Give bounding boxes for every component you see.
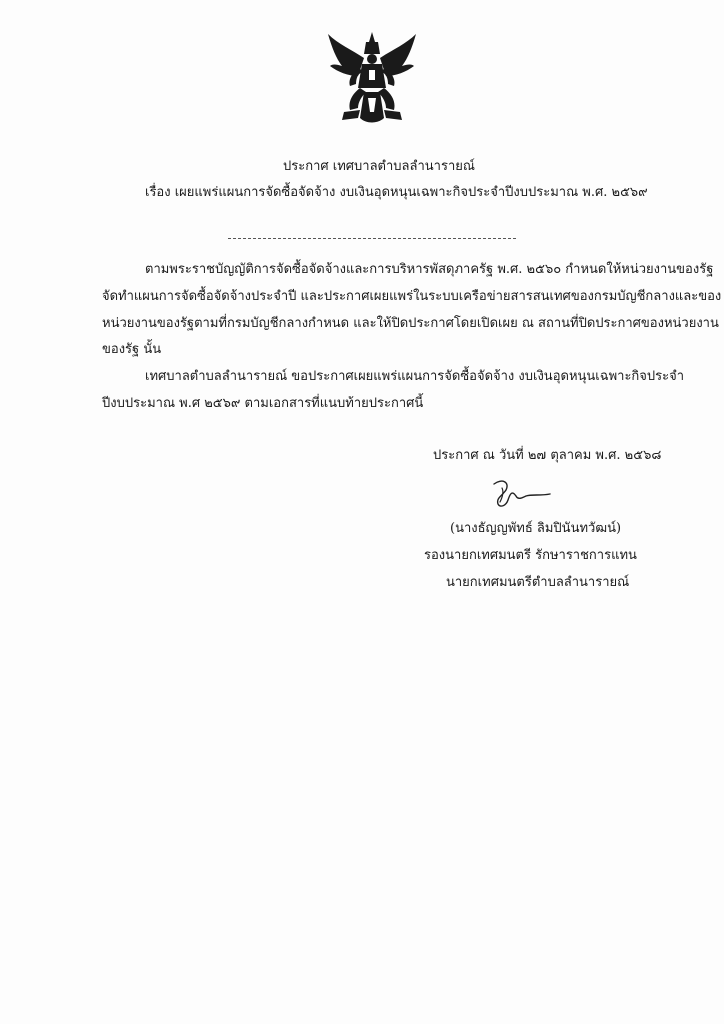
paragraph-1-line-1: ตามพระราชบัญญัติการจัดซื้อจัดจ้างและการบริหารพัสดุภาครัฐ พ.ศ. ๒๕๖๐ กำหนดให้หน่วยงานของรัฐ xyxy=(145,262,714,277)
handwritten-signature xyxy=(488,476,554,512)
paragraph-2-line-2: ปีงบประมาณ พ.ศ ๒๕๖๙ ตามเอกสารที่แนบท้ายประกาศนี้ xyxy=(102,396,424,411)
announcement-date: ประกาศ ณ วันที่ ๒๗ ตุลาคม พ.ศ. ๒๕๖๘ xyxy=(433,448,662,463)
signer-position-1: รองนายกเทศมนตรี รักษาราชการแทน xyxy=(424,548,637,563)
signer-name: (นางธัญญพัทธ์ ลิมปินันทวัฒน์) xyxy=(450,521,622,536)
paragraph-2-line-1: เทศบาลตำบลลำนารายณ์ ขอประกาศเผยแพร่แผนการจัดซื้อจัดจ้าง งบเงินอุดหนุนเฉพาะกิจประจำ xyxy=(145,369,685,384)
signer-position-2: นายกเทศมนตรีตำบลลำนารายณ์ xyxy=(446,575,630,590)
announcement-subject: เรื่อง เผยแพร่แผนการจัดซื้อจัดจ้าง งบเงินอุดหนุนเฉพาะกิจประจำปีงบประมาณ พ.ศ. ๒๕๖๙ xyxy=(145,185,648,200)
paragraph-1-line-4: ของรัฐ นั้น xyxy=(102,342,162,357)
announcement-issuer: ประกาศ เทศบาลตำบลลำนารายณ์ xyxy=(283,159,475,174)
paragraph-1-line-3: หน่วยงานของรัฐตามที่กรมบัญชีกลางกำหนด และให้ปิดประกาศโดยเปิดเผย ณ สถานที่ปิดประกาศของหน่วยงาน xyxy=(102,316,719,331)
section-divider xyxy=(228,238,516,239)
paragraph-1-line-2: จัดทำแผนการจัดซื้อจัดจ้างประจำปี และประกาศเผยแพร่ในระบบเครือข่ายสารสนเทศของกรมบัญชีกลางและของ xyxy=(102,289,722,304)
garuda-emblem-icon xyxy=(324,28,420,130)
